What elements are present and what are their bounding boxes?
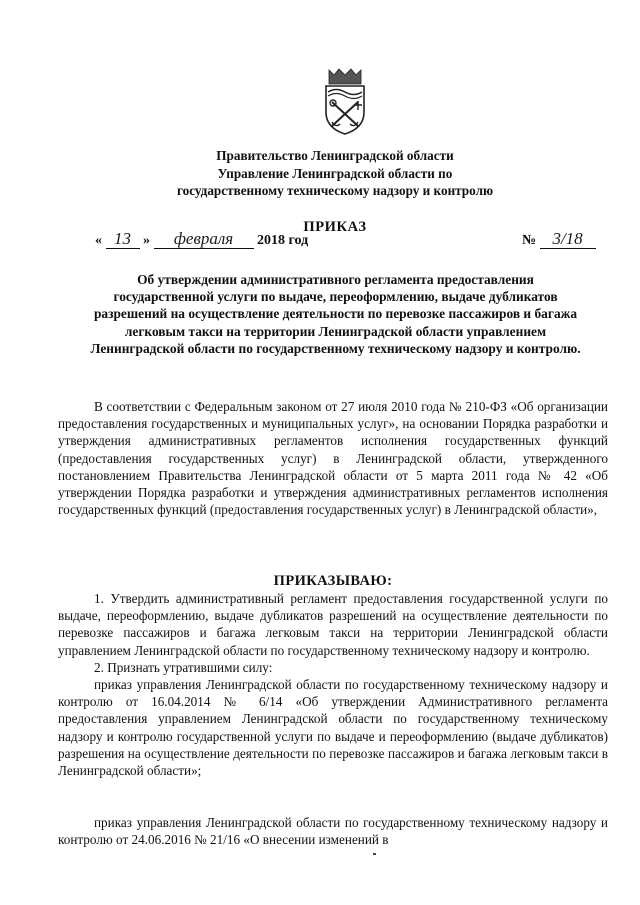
order-title: Об утверждении административного регламента предоставления государственной услуги по выдаче, переоформлению, выдаче дубликатов разрешений на осуществление деятельности по перевозке пассажиров и багажа легковым такси на территории Ленинградской области управлением Ленинградской области по государственному техническому надзору и контролю. (90, 272, 581, 356)
coat-of-arms-emblem (320, 68, 370, 136)
number-value: 3/18 (540, 230, 596, 249)
order-date (95, 230, 308, 252)
number-sign: № (522, 233, 537, 248)
org-line-1: Правительство Ленинградской области (216, 148, 454, 163)
preamble-paragraph: В соответствии с Федеральным законом от 27 июля 2010 года № 210-ФЗ «Об организации предоставления государственных и муниципальных услуг», на основании Порядка разработки и утверждения административных регламентов исполнения государственных функций (предоставления государственных услуг) в Ленинградской области, утвержденного постановлением Правительства Ленинградской области от 5 марта 2011 года № 42 «Об утверждении Порядка разработки и утверждения административных регламентов исполнения государственных функций (предоставления государственных услуг) в Ленинградской области», (58, 399, 608, 518)
clause-2: 2. Признать утратившими силу: (94, 660, 273, 675)
clause-2-item-b: приказ управления Ленинградской области по государственному техническому надзору и контролю от 24.06.2016 № 21/16 «О внесении изменений в (58, 815, 608, 848)
date-quote-open: « (95, 233, 102, 248)
issuing-authority (120, 147, 550, 200)
date-day: 13 (106, 230, 140, 249)
org-line-2: Управление Ленинградской области по (217, 165, 453, 181)
scan-speck (373, 853, 376, 855)
clause-2-item-a: приказ управления Ленинградской области по государственному техническому надзору и контролю от 16.04.2014 № 6/14 «Об утверждении Административного регламента предоставления управлением Ленинградской области по государственному техническому надзору и контролю государственной услуги по выдаче и переоформлению (выдаче дубликатов) разрешения на осуществление деятельности по перевозке пассажиров и багажа легковым такси в Ленинградской области»; (58, 677, 608, 779)
document-type-heading: ПРИКАЗ (303, 219, 367, 235)
order-number (522, 230, 596, 249)
clause-1: 1. Утвердить административный регламент предоставления государственной услуги по выдаче, переоформлению, выдаче дубликатов разрешений на осуществление деятельности по перевозке пассажиров и багажа легковым такси на территории Ленинградской области управлением Ленинградской области по государственному техническому надзору и контролю. (58, 591, 608, 658)
date-quote-close: » (143, 233, 150, 248)
date-month: февраля (154, 230, 254, 249)
date-year: 2018 год (257, 233, 309, 248)
order-directive-heading: ПРИКАЗЫВАЮ: (273, 573, 393, 589)
org-line-3: государственному техническому надзору и контролю (176, 183, 494, 198)
